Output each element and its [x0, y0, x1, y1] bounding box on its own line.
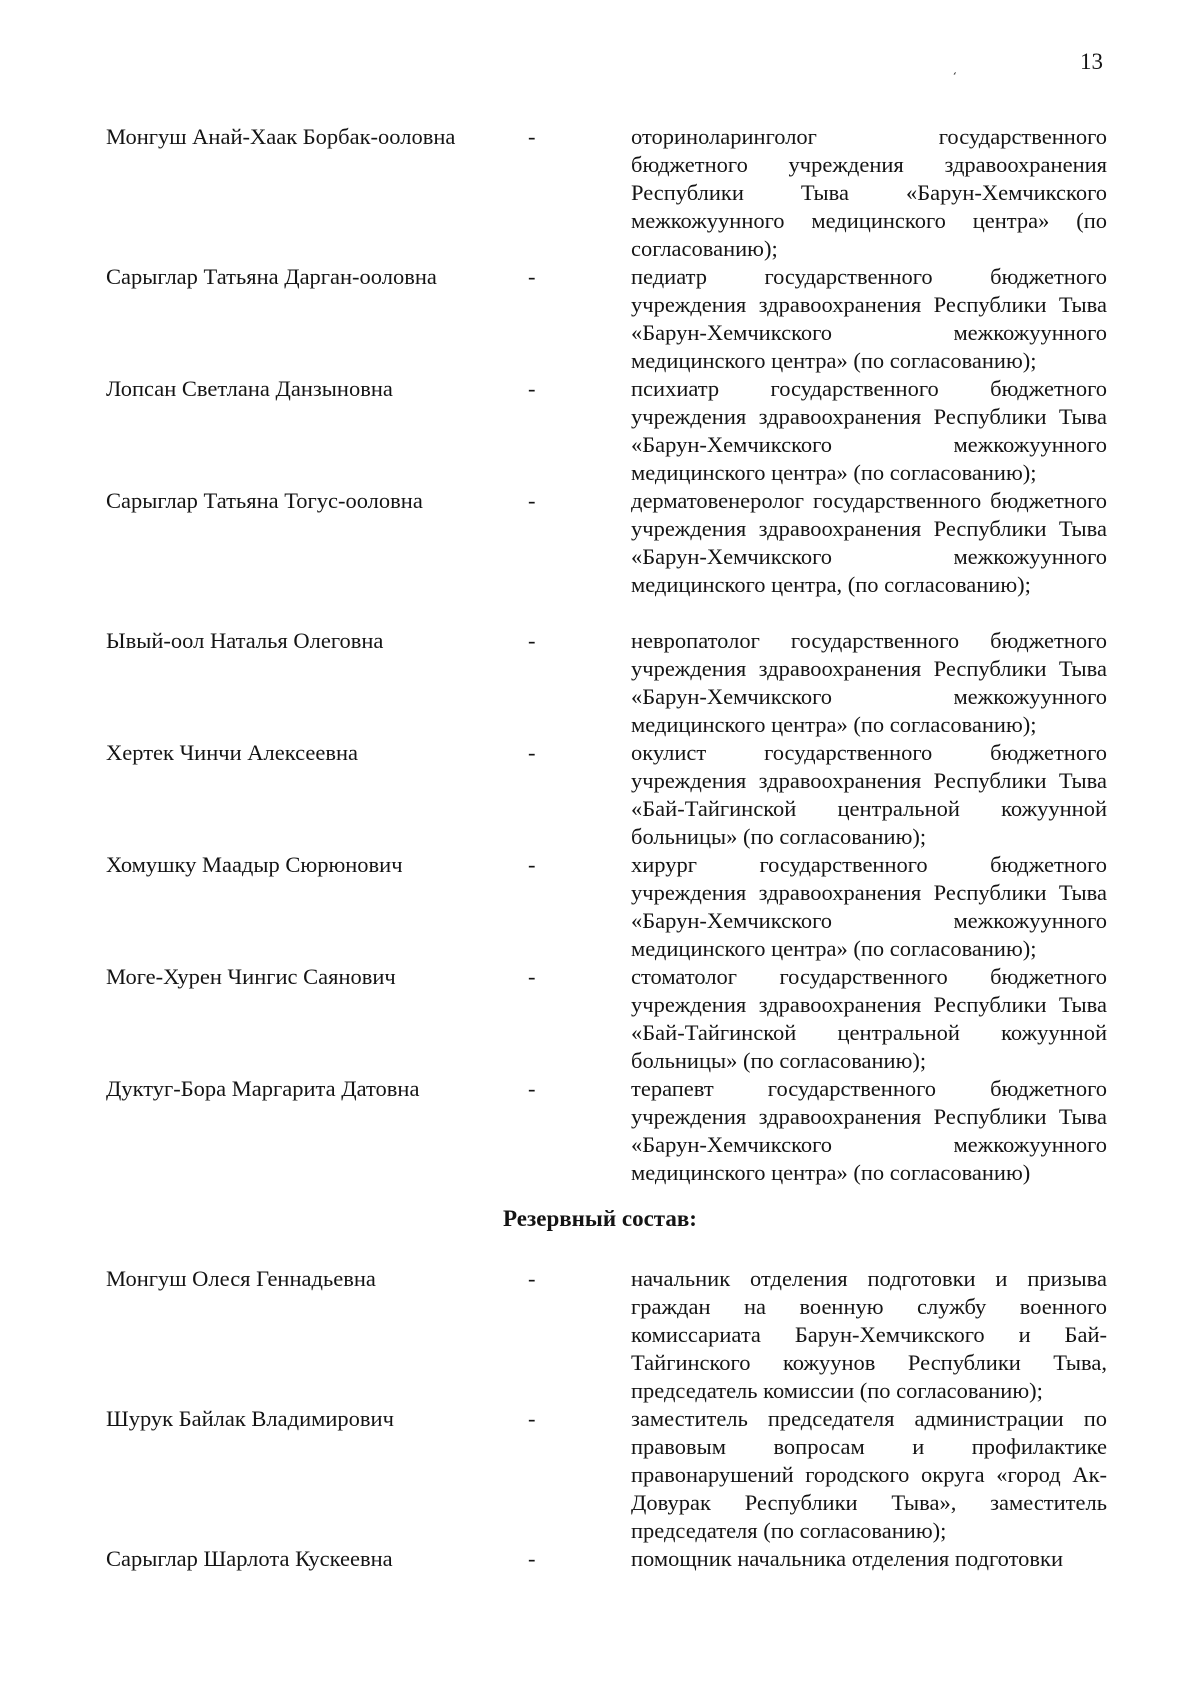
- member-description: заместитель председателя администрации по правовым вопросам и профилактике правонарушений городского округа «город Ак-Довурак Республики Тыва», заместитель председателя (по согласованию);: [631, 1406, 1107, 1543]
- member-dash: -: [528, 852, 536, 877]
- member-dash: -: [528, 740, 536, 765]
- member-description: окулист государственного бюджетного учреждения здравоохранения Республики Тыва «Бай-Тайгинской центральной кожуунной больницы» (по согласованию);: [631, 740, 1107, 849]
- member-description: стоматолог государственного бюджетного учреждения здравоохранения Республики Тыва «Бай-Тайгинской центральной кожуунной больницы» (по согласованию);: [631, 964, 1107, 1073]
- member-dash: -: [528, 124, 536, 149]
- scan-mark: ͵: [952, 58, 958, 75]
- member-name: Монгуш Анай-Хаак Борбак-ооловна: [106, 124, 456, 149]
- member-name: Моге-Хурен Чингис Саянович: [106, 964, 396, 989]
- member-description: оториноларинголог государственного бюджетного учреждения здравоохранения Республики Тыва «Барун-Хемчикского межкожуунного медицинского центра» (по согласованию);: [631, 124, 1107, 261]
- member-dash: -: [528, 376, 536, 401]
- member-description: дерматовенеролог государственного бюджетного учреждения здравоохранения Республики Тыва «Барун-Хемчикского межкожуунного медицинского центра, (по согласованию);: [631, 488, 1107, 597]
- member-name: Сарыглар Татьяна Дарган-ооловна: [106, 264, 437, 289]
- member-description: хирург государственного бюджетного учреждения здравоохранения Республики Тыва «Барун-Хемчикского межкожуунного медицинского центра» (по согласованию);: [631, 852, 1107, 961]
- member-description: помощник начальника отделения подготовки: [631, 1546, 1064, 1571]
- member-description: педиатр государственного бюджетного учреждения здравоохранения Республики Тыва «Барун-Хемчикского межкожуунного медицинского центра» (по согласованию);: [631, 264, 1107, 373]
- member-description: психиатр государственного бюджетного учреждения здравоохранения Республики Тыва «Барун-Хемчикского межкожуунного медицинского центра» (по согласованию);: [631, 376, 1107, 485]
- member-dash: -: [528, 1546, 536, 1571]
- member-description: терапевт государственного бюджетного учреждения здравоохранения Республики Тыва «Барун-Хемчикского межкожуунного медицинского центра» (по согласованию): [631, 1076, 1107, 1185]
- member-name: Хертек Чинчи Алексеевна: [106, 740, 358, 765]
- member-name: Ывый-оол Наталья Олеговна: [106, 628, 384, 653]
- member-name: Шурук Байлак Владимирович: [106, 1406, 394, 1431]
- member-name: Монгуш Олеся Геннадьевна: [106, 1266, 376, 1291]
- member-name: Хомушку Маадыр Сюрюнович: [106, 852, 403, 877]
- reserve-section-title: Резервный состав:: [503, 1206, 697, 1231]
- page-number: 13: [1080, 49, 1103, 74]
- member-name: Дуктуг-Бора Маргарита Датовна: [106, 1076, 420, 1101]
- member-dash: -: [528, 264, 536, 289]
- member-dash: -: [528, 488, 536, 513]
- member-dash: -: [528, 628, 536, 653]
- member-name: Сарыглар Шарлота Кускеевна: [106, 1546, 393, 1571]
- member-dash: -: [528, 1076, 536, 1101]
- member-dash: -: [528, 964, 536, 989]
- member-name: Сарыглар Татьяна Тогус-ооловна: [106, 488, 423, 513]
- member-description: начальник отделения подготовки и призыва граждан на военную службу военного комиссариата Барун-Хемчикского и Бай-Тайгинского кожуунов Республики Тыва, председатель комиссии (по согласованию);: [631, 1266, 1107, 1403]
- member-name: Лопсан Светлана Данзыновна: [106, 376, 393, 401]
- member-dash: -: [528, 1266, 536, 1291]
- member-description: невропатолог государственного бюджетного учреждения здравоохранения Республики Тыва «Барун-Хемчикского межкожуунного медицинского центра» (по согласованию);: [631, 628, 1107, 737]
- member-dash: -: [528, 1406, 536, 1431]
